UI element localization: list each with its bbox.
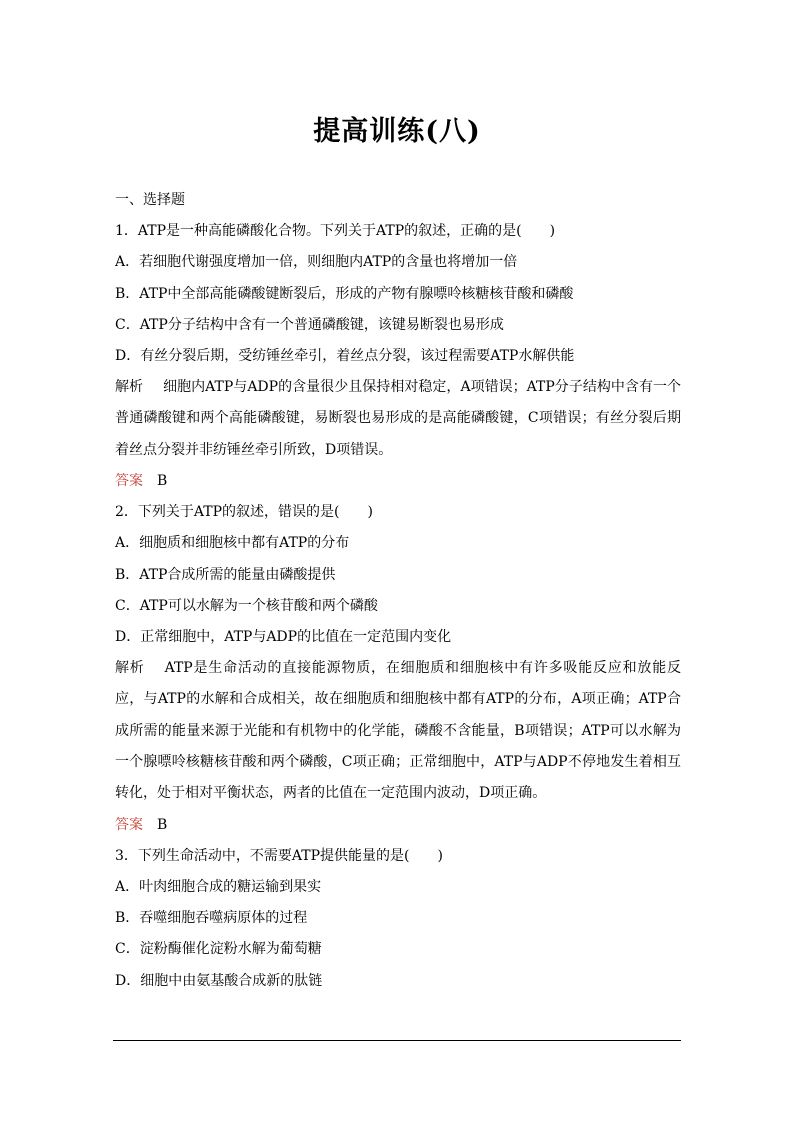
answer-label: 答案 <box>115 816 143 833</box>
answer-label: 答案 <box>115 473 143 490</box>
question-1-option-b: B．ATP中全部高能磷酸键断裂后，形成的产物有腺嘌呤核糖核苷酸和磷酸 <box>115 285 574 302</box>
question-1-option-a: A．若细胞代谢强度增加一倍，则细胞内ATP的含量也将增加一倍 <box>115 254 518 271</box>
section-heading: 一、选择题 <box>115 192 185 208</box>
question-1-stem: 1．ATP是一种高能磷酸化合物。下列关于ATP的叙述，正确的是( ) <box>115 223 556 240</box>
page-title: 提高训练(八) <box>313 116 481 147</box>
question-2-stem: 2．下列关于ATP的叙述，错误的是( ) <box>115 504 373 521</box>
question-3-option-a: A．叶肉细胞合成的糖运输到果实 <box>115 879 322 895</box>
question-2-option-c: C．ATP可以水解为一个核苷酸和两个磷酸 <box>115 597 378 614</box>
question-1-analysis <box>115 372 681 466</box>
question-3-option-c: C．淀粉酶催化淀粉水解为葡萄糖 <box>115 941 322 958</box>
question-2-option-a: A．细胞质和细胞核中都有ATP的分布 <box>115 535 350 552</box>
question-2-option-b: B．ATP合成所需的能量由磷酸提供 <box>115 566 336 583</box>
answer-value: B <box>157 816 168 833</box>
analysis-label: 解析 <box>115 379 144 396</box>
question-1-answer <box>115 466 681 497</box>
analysis-text: ATP是生命活动的直接能源物质，在细胞质和细胞核中有许多吸能反应和放能反应，与ATP的水解和合成相关，故在细胞质和细胞核中都有ATP的分布，A项正确；ATP合成所需的能量来源于光能和有机物中的化学能，磷酸不含能量，B项错误；ATP可以水解为一个腺嘌呤核糖核苷酸和两个磷酸，C项正确；正常细胞中，ATP与ADP不停地发生着相互转化，处于相对平衡状态，两者的比值在一定范围内波动，D项正确。 <box>115 660 681 802</box>
footer-divider <box>113 1040 681 1041</box>
question-3-stem: 3．下列生命活动中，不需要ATP提供能量的是( ) <box>115 847 443 864</box>
question-3-option-d: D．细胞中由氨基酸合成新的肽链 <box>115 972 323 989</box>
answer-value: B <box>157 473 168 490</box>
question-2-analysis <box>115 653 681 809</box>
question-2-answer <box>115 810 681 841</box>
analysis-text: 细胞内ATP与ADP的含量很少且保持相对稳定，A项错误；ATP分子结构中含有一个普通磷酸键和两个高能磷酸键，易断裂也易形成的是高能磷酸键，C项错误；有丝分裂后期着丝点分裂并非纺锤丝牵引所致，D项错误。 <box>115 379 682 458</box>
document-body <box>115 185 681 997</box>
question-1-option-c: C．ATP分子结构中含有一个普通磷酸键，该键易断裂也易形成 <box>115 316 504 333</box>
question-3-option-b: B．吞噬细胞吞噬病原体的过程 <box>115 910 308 927</box>
question-2-option-d: D．正常细胞中，ATP与ADP的比值在一定范围内变化 <box>115 628 452 645</box>
analysis-label: 解析 <box>115 660 145 677</box>
question-1-option-d: D．有丝分裂后期，受纺锤丝牵引，着丝点分裂，该过程需要ATP水解供能 <box>115 347 575 364</box>
